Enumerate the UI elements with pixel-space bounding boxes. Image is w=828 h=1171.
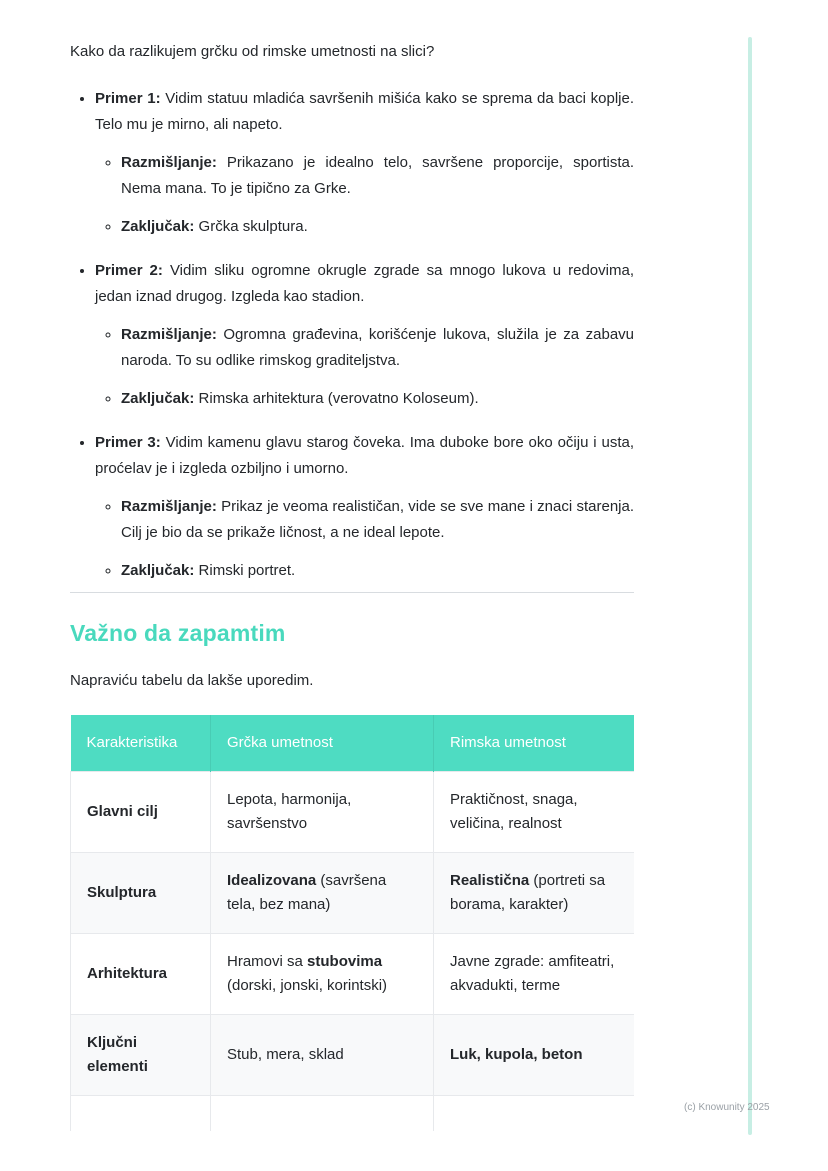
cell-text-bold: Luk, kupola, beton [450,1046,583,1063]
list-item-thinking [121,494,634,546]
cell-text: Hramovi sa [227,953,308,970]
table-header-row [71,715,635,772]
table-cell-feature: Arhitektura [71,934,211,1015]
table-cell-roman [434,772,635,853]
cell-text-bold: Realistična [450,872,530,889]
table-cell-roman [434,1015,635,1096]
conclusion-label: Zaključak: [121,562,195,579]
list-item-example-3 [95,430,634,584]
cell-text: Javne zgrade: amfiteatri, akvadukti, terme [450,953,615,994]
document-content [70,0,634,1131]
cell-text: Praktičnost, snaga, veličina, realnost [450,791,578,832]
examples-list [70,86,634,584]
question-text: Kako da razlikujem grčku od rimske umetnosti na slici? [70,43,435,60]
list-item-thinking [121,150,634,202]
list-item-conclusion [121,214,634,240]
table-cell-roman [434,853,635,934]
example-label: Primer 1: [95,90,161,107]
list-item-conclusion [121,386,634,412]
example-label: Primer 3: [95,434,161,451]
cell-text: (portreti sa borama, karakter) [450,872,606,913]
thinking-label: Razmišljanje: [121,326,217,343]
cell-text-bold: stubovima [307,953,383,970]
thinking-text: Prikazano je idealno telo, savršene proporcije, sportista. Nema mana. To je tipično za Grke. [121,154,634,197]
cell-text: (dorski, jonski, korintski) [227,977,388,994]
sub-list [95,322,634,412]
thinking-label: Razmišljanje: [121,154,217,171]
sub-list [95,494,634,584]
cell-text: Stub, mera, sklad [227,1046,344,1063]
table-cell-feature: Ključni elementi [71,1015,211,1096]
table-row [71,853,635,934]
example-label: Primer 2: [95,262,163,279]
table-cell-greek [211,934,434,1015]
table-row [71,1015,635,1096]
table-cell-feature: Skulptura [71,853,211,934]
conclusion-label: Zaključak: [121,218,195,235]
list-item-example-2 [95,258,634,412]
conclusion-text: Rimski portret. [198,562,296,579]
table-cell-greek [211,1096,434,1132]
list-item-conclusion [121,558,634,584]
divider [70,592,634,593]
section-heading: Važno da zapamtim [70,620,286,646]
table-row [71,772,635,853]
table-row-partial [71,1096,635,1132]
table-header-karakteristika: Karakteristika [71,715,211,772]
table-cell-greek [211,853,434,934]
list-item-example-1 [95,86,634,240]
table-cell-roman [434,1096,635,1132]
margin-accent-line [748,37,752,1135]
table-cell-greek [211,1015,434,1096]
example-text: Vidim sliku ogromne okrugle zgrade sa mnogo lukova u redovima, jedan iznad drugog. Izgleda kao stadion. [95,262,634,305]
thinking-text: Prikaz je veoma realističan, vide se sve mane i znaci starenja. Cilj je bio da se prikaže ličnost, a ne ideal lepote. [121,498,634,541]
conclusion-label: Zaključak: [121,390,195,407]
thinking-text: Ogromna građevina, korišćenje lukova, služila je za zabavu naroda. To su odlike rimskog graditeljstva. [121,326,634,369]
cell-text: Lepota, harmonija, savršenstvo [227,791,352,832]
conclusion-text: Rimska arhitektura (verovatno Koloseum). [198,390,479,407]
example-text: Vidim statuu mladića savršenih mišića kako se sprema da baci koplje. Telo mu je mirno, ali napeto. [95,90,634,133]
table-cell-feature: Glavni cilj [71,772,211,853]
table-cell-greek [211,772,434,853]
table-header-rimska-umetnost: Rimska umetnost [434,715,635,772]
table-cell-roman [434,934,635,1015]
conclusion-text: Grčka skulptura. [198,218,308,235]
comparison-table [70,715,634,1131]
thinking-label: Razmišljanje: [121,498,217,515]
cell-text: (savršena tela, bez mana) [227,872,387,913]
table-header-grcka-umetnost: Grčka umetnost [211,715,434,772]
copyright: (c) Knowunity 2025 [684,1102,770,1113]
list-item-thinking [121,322,634,374]
intro-text: Napraviću tabelu da lakše uporedim. [70,672,314,689]
table-row [71,934,635,1015]
example-text: Vidim kamenu glavu starog čoveka. Ima duboke bore oko očiju i usta, proćelav je i izgleda ozbiljno i umorno. [95,434,634,477]
cell-text-bold: Idealizovana [227,872,317,889]
table-cell-feature [71,1096,211,1132]
sub-list [95,150,634,240]
